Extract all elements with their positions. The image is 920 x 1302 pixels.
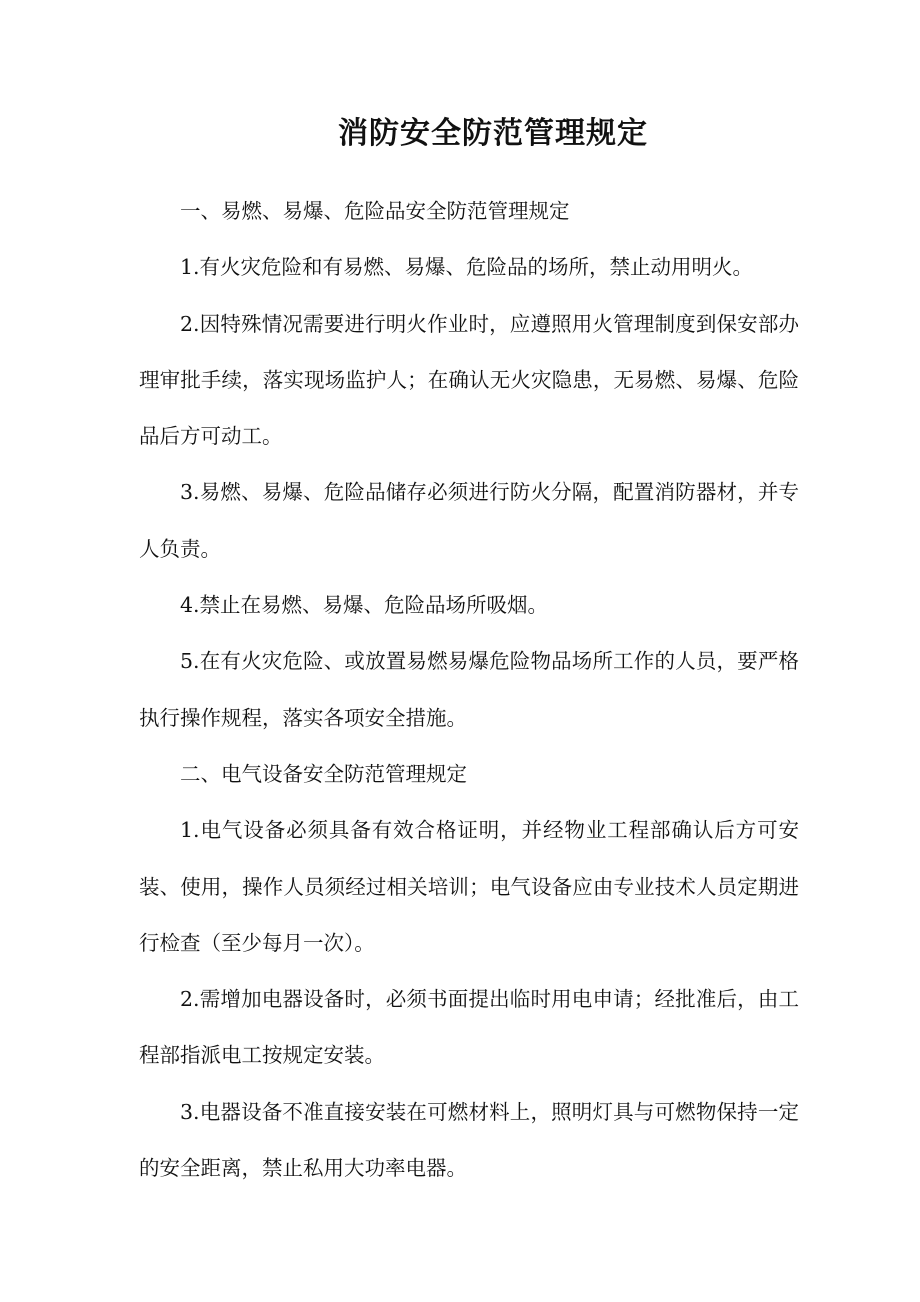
document-title: 消防安全防范管理规定: [338, 116, 648, 151]
section-heading-1: 一、易燃、易爆、危险品安全防范管理规定: [180, 199, 570, 223]
paragraph: 5.在有火灾危险、或放置易燃易爆危险物品场所工作的人员，要严格执行操作规程，落实各项安全措施。: [139, 649, 799, 730]
section-heading-2: 二、电气设备安全防范管理规定: [180, 761, 467, 786]
paragraph: 3.电器设备不准直接安装在可燃材料上，照明灯具与可燃物保持一定的安全距离，禁止私用大功率电器。: [139, 1099, 799, 1181]
paragraph: 3.易燃、易爆、危险品储存必须进行防火分隔，配置消防器材，并专人负责。: [139, 480, 799, 561]
paragraph: 1.电气设备必须具备有效合格证明，并经物业工程部确认后方可安装、使用，操作人员须经过相关培训；电气设备应由专业技术人员定期进行检查（至少每月一次）。: [139, 818, 799, 955]
document-body: [139, 183, 799, 1196]
paragraph: 1.有火灾危险和有易燃、易爆、危险品的场所，禁止动用明火。: [180, 255, 754, 280]
paragraph: 4.禁止在易燃、易爆、危险品场所吸烟。: [180, 593, 549, 618]
paragraph: 2.因特殊情况需要进行明火作业时，应遵照用火管理制度到保安部办理审批手续，落实现场监护人；在确认无火灾隐患，无易燃、易爆、危险品后方可动工。: [139, 311, 799, 449]
paragraph: 2.需增加电器设备时，必须书面提出临时用电申请；经批准后，由工程部指派电工按规定安装。: [139, 987, 799, 1068]
